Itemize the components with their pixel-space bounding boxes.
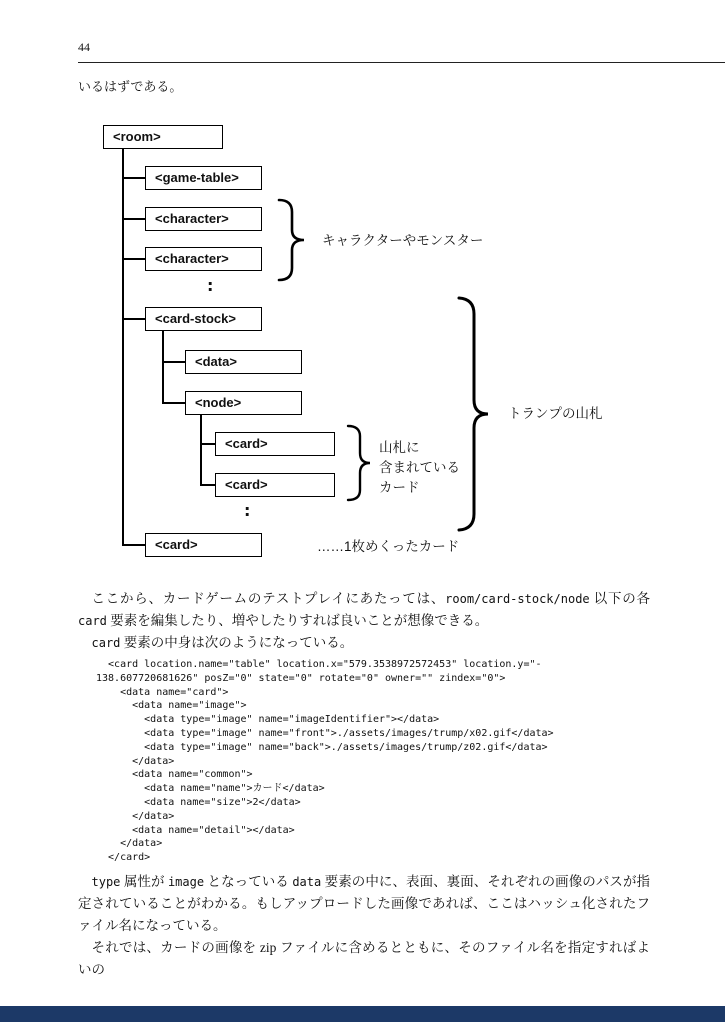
paragraph-2 [78, 632, 650, 654]
connector-game-table [122, 177, 145, 179]
paragraph-3-code-b: image [167, 874, 205, 889]
connector-character1 [122, 218, 145, 220]
paragraph-2-code: card [91, 636, 121, 650]
paragraph-1-code-a: room/card-stock/node [445, 592, 590, 606]
body-text [78, 588, 650, 981]
ellipsis-cards: : [244, 501, 251, 520]
annotation-deck: トランプの山札 [508, 406, 603, 421]
paragraph-1 [78, 588, 650, 632]
footer-bar [0, 1006, 725, 1022]
tree-node-room: <room> [103, 125, 223, 149]
paragraph-4: それでは、カードの画像を zip ファイルに含めるとともに、そのファイル名を指定すればよいの [78, 939, 650, 977]
paragraph-1-text-c: 要素を編集したり、増やしたりすれば良いことが想像できる。 [106, 613, 489, 628]
connector-card-stock [122, 318, 145, 320]
tree-node-character-1: <character> [145, 207, 262, 231]
paragraph-3-code-c: data [292, 874, 322, 889]
connector-card1 [200, 443, 215, 445]
paragraph-3 [78, 871, 650, 937]
intro-text: いるはずである。 [78, 79, 183, 94]
tree-node-card-3: <card> [145, 533, 262, 557]
paragraph-1-text-a: ここから、カードゲームのテストプレイにあたっては、 [91, 591, 446, 606]
connector-character2 [122, 258, 145, 260]
tree-node-data: <data> [185, 350, 302, 374]
paragraph-2-text: 要素の中身は次のようになっている。 [120, 635, 354, 650]
paragraph-1-code-b: card [78, 614, 107, 628]
tree-node-node: <node> [185, 391, 302, 415]
tree-node-character-2: <character> [145, 247, 262, 271]
code-block: <card location.name="table" location.x="579.3538972572453" location.y="- 138.607720681626" posZ="0" state="0" rotate="0" owner="" zindex="0"> <data name="card"> <data name="image"> <data type="image" name="imageIdentifier"></data> <data type="image" name="front">./assets/images/trump/x02.gif</data> <data type="image" name="back">./assets/images/trump/z02.gif</data> </data> <data name="common"> <data name="name">カード</data> <data name="size">2</data> </data> <data name="detail"></data> </data> </card> [96, 659, 554, 864]
page-number: 44 [78, 40, 90, 54]
connector-trunk-card-stock [162, 331, 164, 403]
paragraph-3-text-c: 要素の中に、表面、裏面、それぞれの画像のパスが指定されていることがわかる。もしアップロードした画像であれば、ここはハッシュ化されたファイル名になっている。 [78, 873, 651, 933]
brace-characters [276, 198, 306, 282]
tree-node-game-table: <game-table> [145, 166, 262, 190]
paragraph-1-text-b: 以下の各 [589, 591, 651, 606]
paragraph-3-code-a: type [91, 874, 121, 889]
connector-card2 [200, 484, 215, 486]
paragraph-3-text-a: 属性が [120, 873, 168, 889]
connector-data [162, 361, 185, 363]
tree-node-card-1: <card> [215, 432, 335, 456]
annotation-deck-cards: 山札に 含まれている カード [379, 440, 460, 495]
connector-trunk-node [200, 415, 202, 485]
connector-node [162, 402, 185, 404]
tree-node-card-2: <card> [215, 473, 335, 497]
connector-card3 [122, 544, 145, 546]
annotation-flipped-card: ……1枚めくったカード [317, 539, 460, 554]
tree-node-card-stock: <card-stock> [145, 307, 262, 331]
brace-deck [456, 296, 490, 532]
paragraph-3-text-b: となっている [204, 873, 293, 889]
ellipsis-characters: : [207, 276, 214, 295]
connector-trunk-room [122, 149, 124, 546]
brace-deck-cards [346, 424, 372, 502]
annotation-characters: キャラクターやモンスター [322, 233, 484, 248]
